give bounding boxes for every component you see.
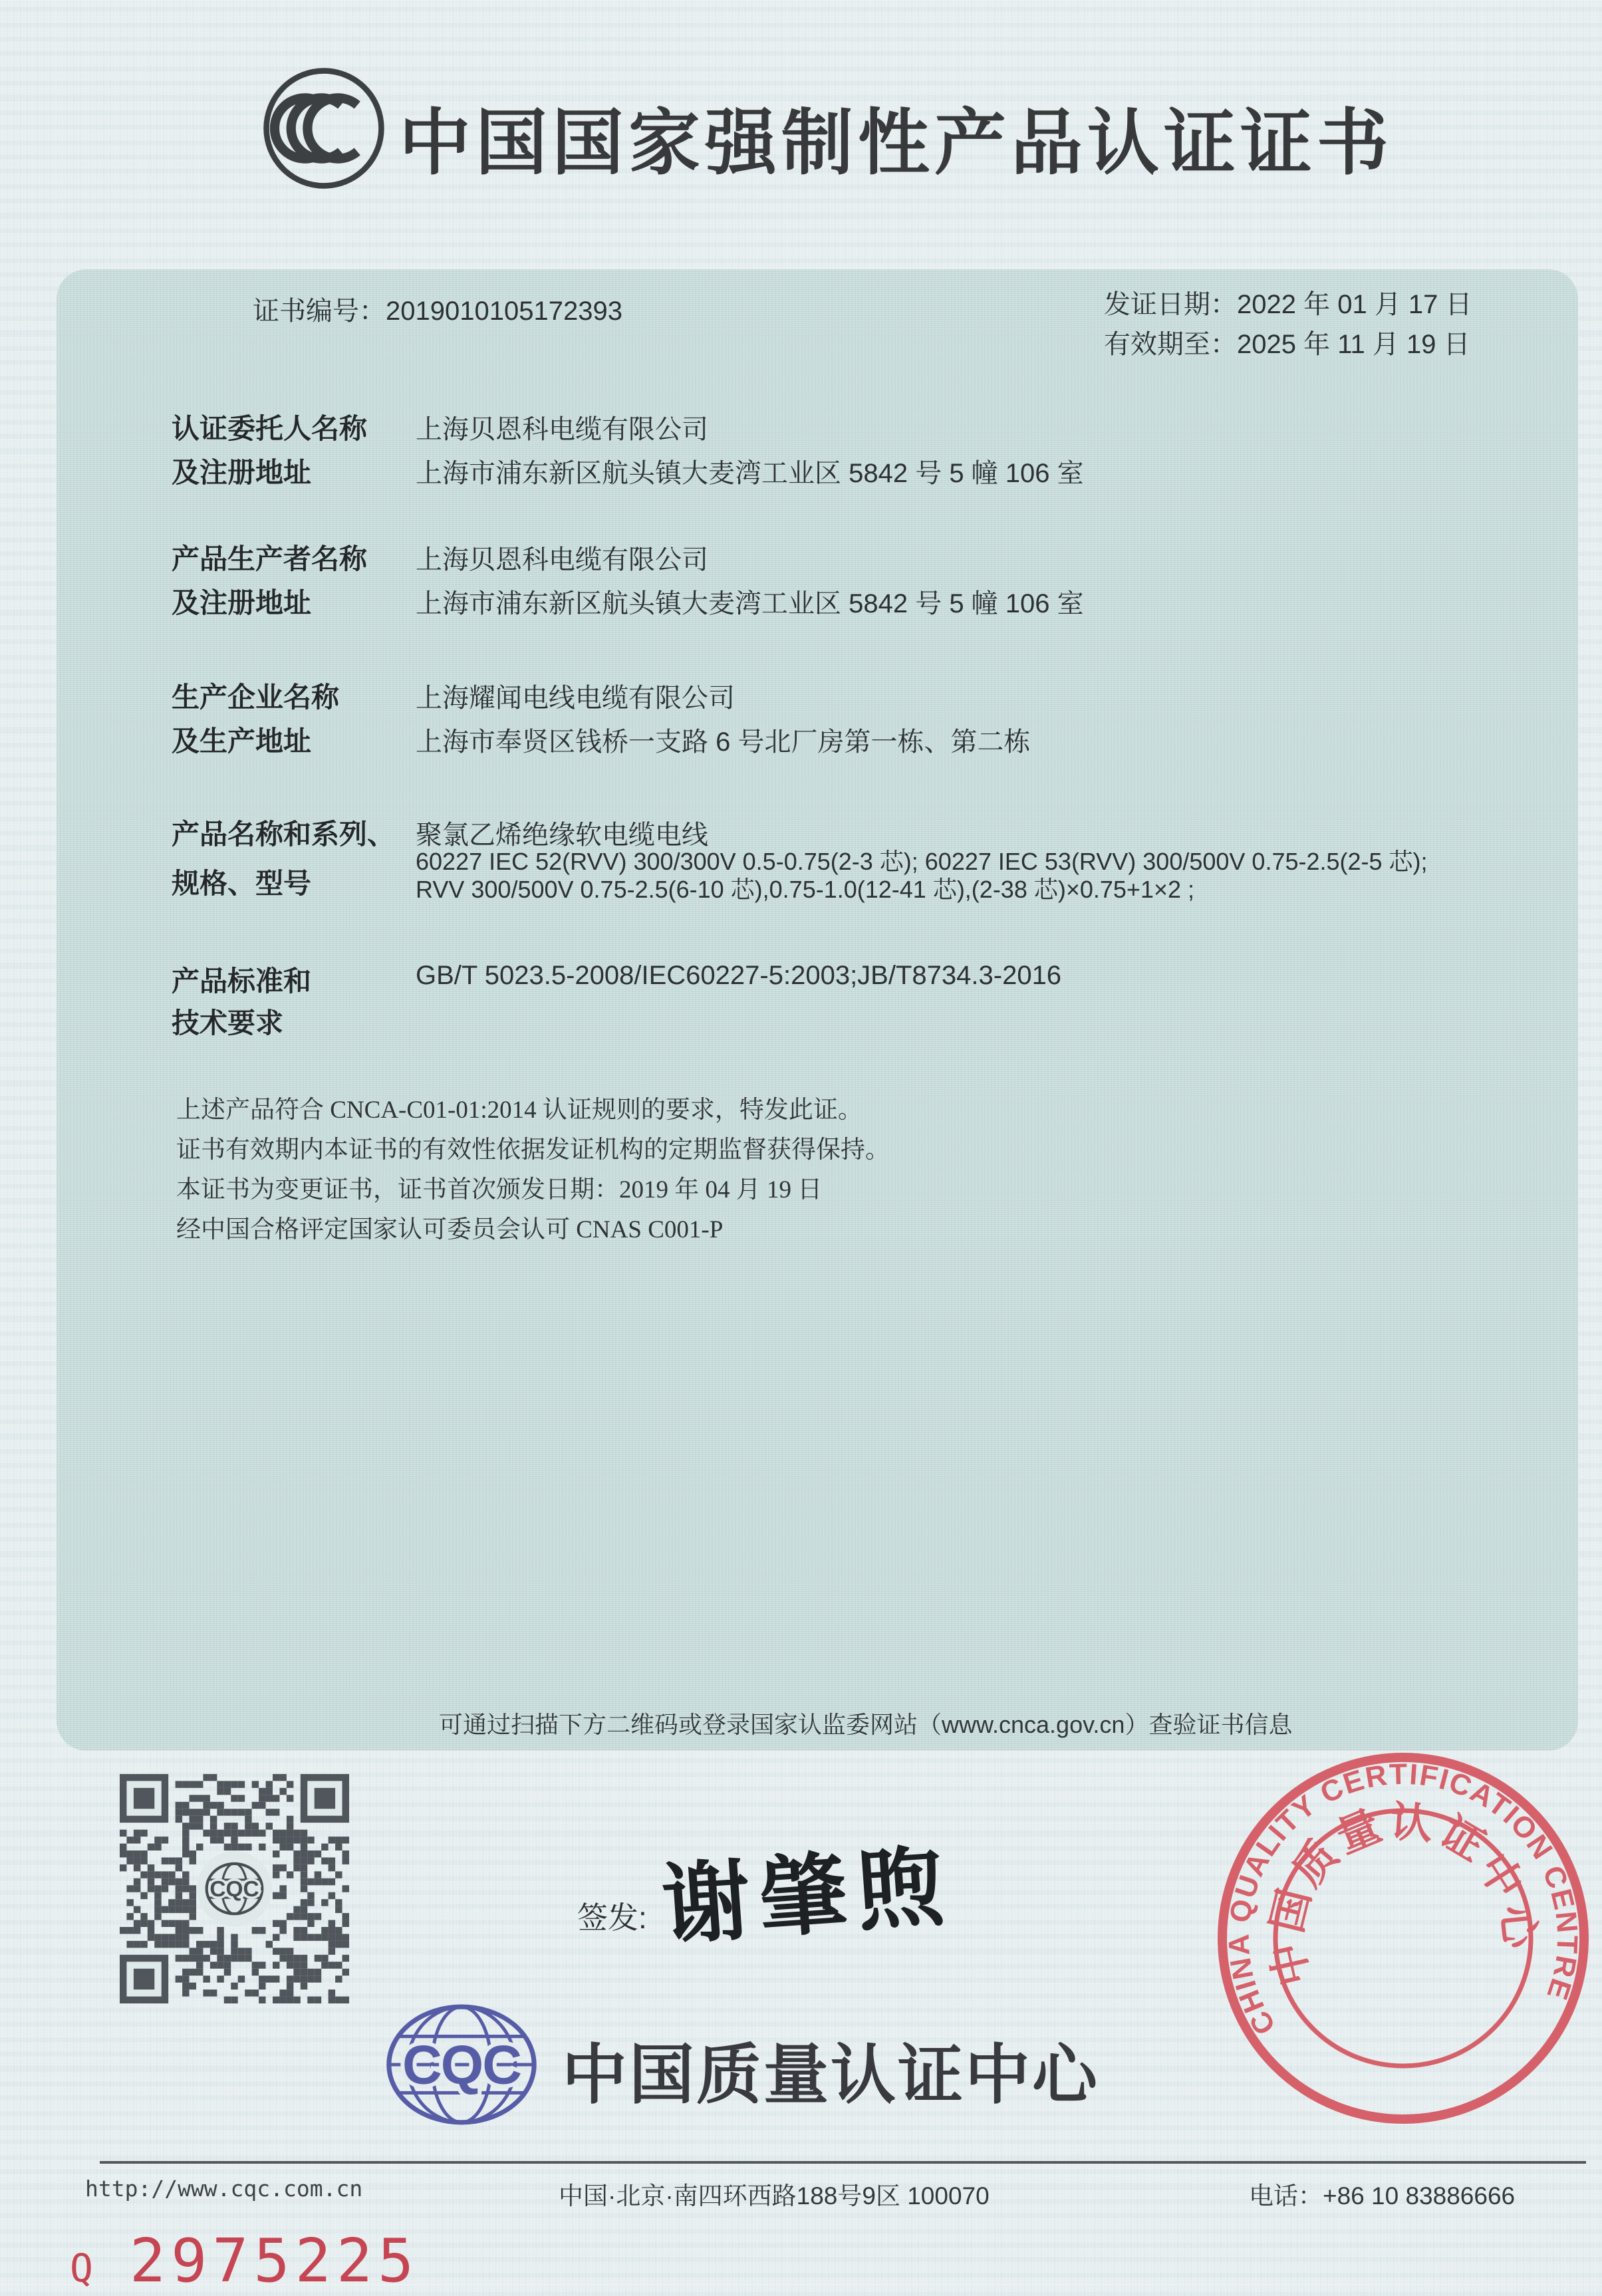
factory-name-value: 上海耀闻电线电缆有限公司 [416, 684, 735, 713]
signature-handwriting: 谢肇煦 [659, 1837, 957, 1956]
print-serial [70, 2226, 419, 2296]
sign-label: 签发: [577, 1900, 647, 1935]
statement-line: 经中国合格评定国家认可委员会认可 CNAS C001-P [176, 1216, 724, 1243]
svg-text:CQC: CQC [209, 1877, 259, 1902]
product-spec-line1: 60227 IEC 52(RVV) 300/300V 0.5-0.75(2-3 芯); 60227 IEC 53(RVV) 300/500V 0.75-2.5(2-5 芯); [416, 848, 1428, 875]
qr-code [120, 1774, 349, 2003]
producer-address-value: 上海市浦东新区航头镇大麦湾工业区 5842 号 5 幢 106 室 [416, 589, 1084, 618]
product-name-label-line2: 规格、型号 [172, 868, 312, 899]
certificate-number-row [253, 290, 622, 328]
statement-line: 上述产品符合 CNCA-C01-01:2014 认证规则的要求，特发此证。 [176, 1096, 863, 1124]
producer-name-label: 产品生产者名称 [172, 543, 368, 574]
factory-address-label: 及生产地址 [172, 725, 312, 757]
product-name-value: 聚氯乙烯绝缘软电缆电线 [416, 821, 708, 850]
issue-date-row [1104, 283, 1472, 321]
issuer-seal-stamp [1212, 1747, 1595, 2130]
factory-name-label: 生产企业名称 [172, 682, 340, 713]
seal-inner-text: 中国质量认证中心 [1262, 1797, 1545, 1991]
standard-label-line1: 产品标准和 [172, 965, 312, 997]
applicant-address-value: 上海市浦东新区航头镇大麦湾工业区 5842 号 5 幢 106 室 [416, 459, 1084, 488]
certificate-number-value: 2019010105172393 [386, 297, 622, 326]
applicant-address-label: 及注册地址 [172, 457, 312, 488]
footer-address: 中国·北京·南四环西路188号9区 100070 [559, 2182, 990, 2210]
certificate-number-label: 证书编号： [253, 297, 386, 326]
svg-text:CQC: CQC [402, 2033, 521, 2096]
certificate-panel [57, 269, 1578, 1751]
expiry-date-label: 有效期至： [1104, 330, 1237, 359]
expiry-date-row [1104, 323, 1470, 361]
print-serial-number: 2975225 [129, 2226, 420, 2296]
ccc-logo-icon [261, 65, 387, 191]
verify-note: 可通过扫描下方二维码或登录国家认监委网站（www.cnca.gov.cn）查验证书信息 [439, 1711, 1293, 1738]
qr-center-logo-icon [197, 1851, 272, 1926]
cqc-logo-icon [383, 2001, 540, 2128]
issuer-name: 中国质量认证中心 [562, 2038, 1100, 2111]
statements-block [176, 1090, 890, 1250]
issue-date-label: 发证日期： [1104, 290, 1237, 319]
product-name-label-line1: 产品名称和系列、 [172, 819, 396, 850]
standard-label-line2: 技术要求 [172, 1007, 284, 1039]
standard-value: GB/T 5023.5-2008/IEC60227-5:2003;JB/T8734.3-2016 [416, 961, 1062, 990]
footer-divider [100, 2161, 1586, 2164]
statement-line: 本证书为变更证书，证书首次颁发日期：2019 年 04 月 19 日 [176, 1176, 823, 1204]
footer-phone: 电话：+86 10 83886666 [1249, 2182, 1516, 2210]
producer-address-label: 及注册地址 [172, 587, 312, 618]
factory-address-value: 上海市奉贤区钱桥一支路 6 号北厂房第一栋、第二栋 [416, 727, 1031, 757]
applicant-name-value: 上海贝恩科电缆有限公司 [416, 415, 708, 444]
page-title: 中国国家强制性产品认证证书 [399, 102, 1394, 183]
footer-url: http://www.cqc.com.cn [85, 2176, 363, 2202]
print-serial-prefix: Q [70, 2245, 93, 2291]
product-spec-line2: RVV 300/500V 0.75-2.5(6-10 芯),0.75-1.0(12-41 芯),(2-38 芯)×0.75+1×2 ; [416, 876, 1195, 903]
statement-line: 证书有效期内本证书的有效性依据发证机构的定期监督获得保持。 [176, 1136, 890, 1164]
producer-name-value: 上海贝恩科电缆有限公司 [416, 545, 708, 574]
applicant-name-label: 认证委托人名称 [172, 413, 368, 444]
expiry-date-value: 2025 年 11 月 19 日 [1237, 330, 1470, 359]
seal-outer-text: CHINA QUALITY CERTIFICATION CENTRE [1222, 1757, 1584, 2041]
issue-date-value: 2022 年 01 月 17 日 [1237, 290, 1472, 319]
